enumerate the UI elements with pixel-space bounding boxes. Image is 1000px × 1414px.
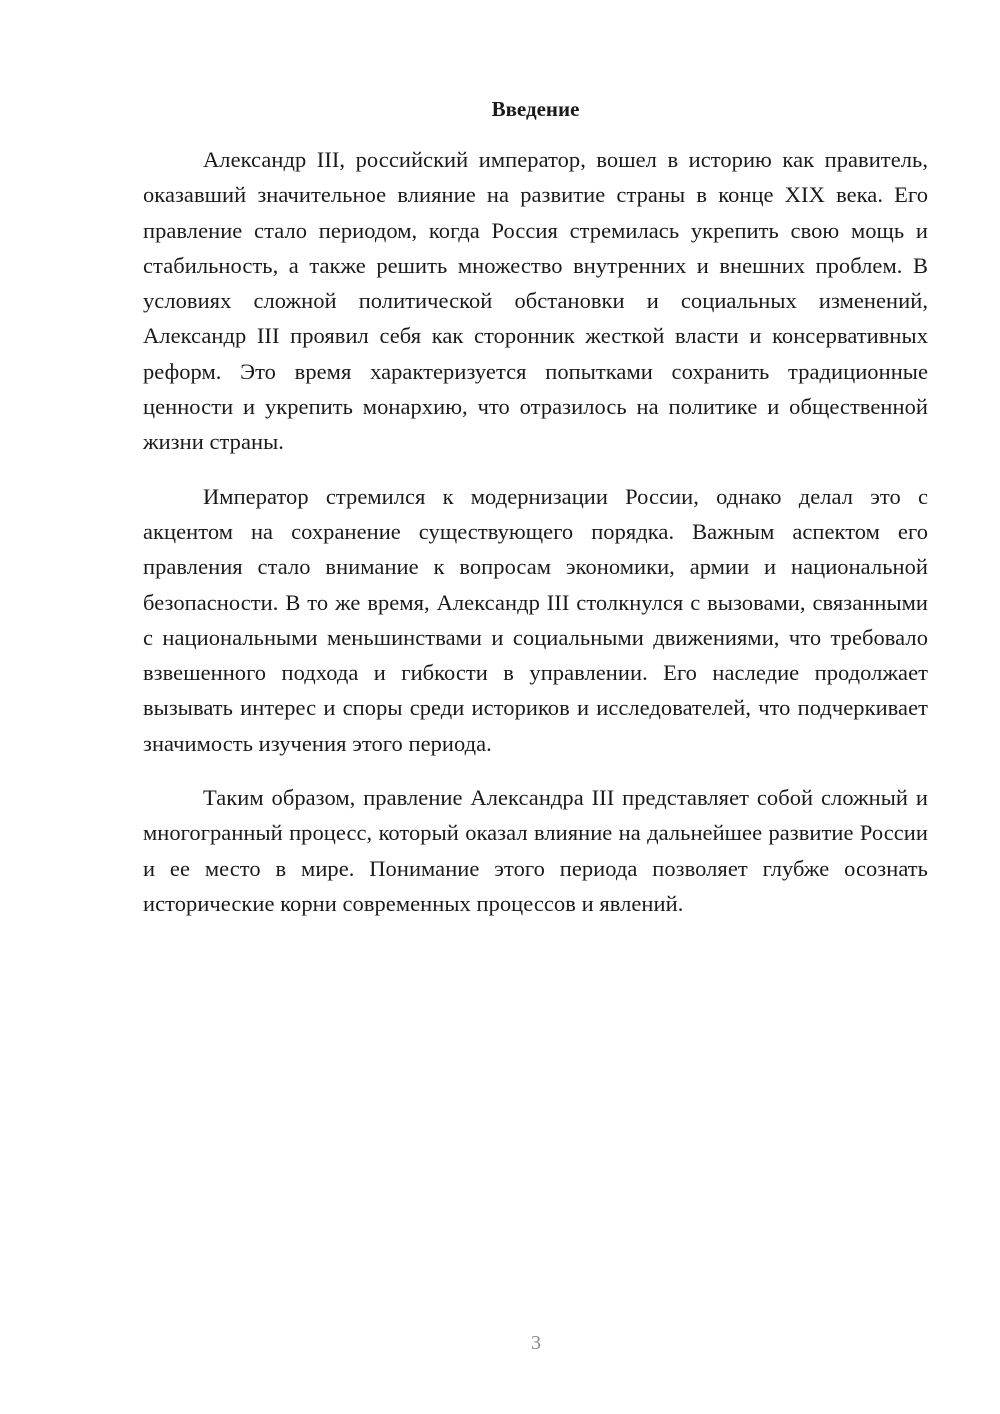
page-content [143,94,928,940]
paragraph-2: Император стремился к модернизации России, однако делал это с акцентом на сохранение существующего порядка. Важным аспектом его правления стало внимание к вопросам экономики, армии и национальной безопасности. В то же время, Александр III столкнулся с вызовами, связанными с национальными меньшинствами и социальными движениями, что требовало взвешенного подхода и гибкости в управлении. Его наследие продолжает вызывать интерес и споры среди историков и исследователей, что подчеркивает значимость изучения этого периода. [143,483,928,756]
paragraph-3: Таким образом, правление Александра III представляет собой сложный и многогранный процесс, который оказал влияние на дальнейшее развитие России и ее место в мире. Понимание этого периода позволяет глубже осознать исторические корни современных процессов и явлений. [143,785,928,916]
section-title: Введение [491,97,580,121]
page-number: 3 [531,1332,541,1354]
paragraph-1: Александр III, российский император, вошел в историю как правитель, оказавший значительное влияние на развитие страны в конце XIX века. Его правление стало периодом, когда Россия стремилась укрепить свою мощь и стабильность, а также решить множество внутренних и внешних проблем. В условиях сложной политической обстановки и социальных изменений, Александр III проявил себя как сторонник жесткой власти и консервативных реформ. Это время характеризуется попытками сохранить традиционные ценности и укрепить монархию, что отразилось на политике и общественной жизни страны. [143,147,928,455]
